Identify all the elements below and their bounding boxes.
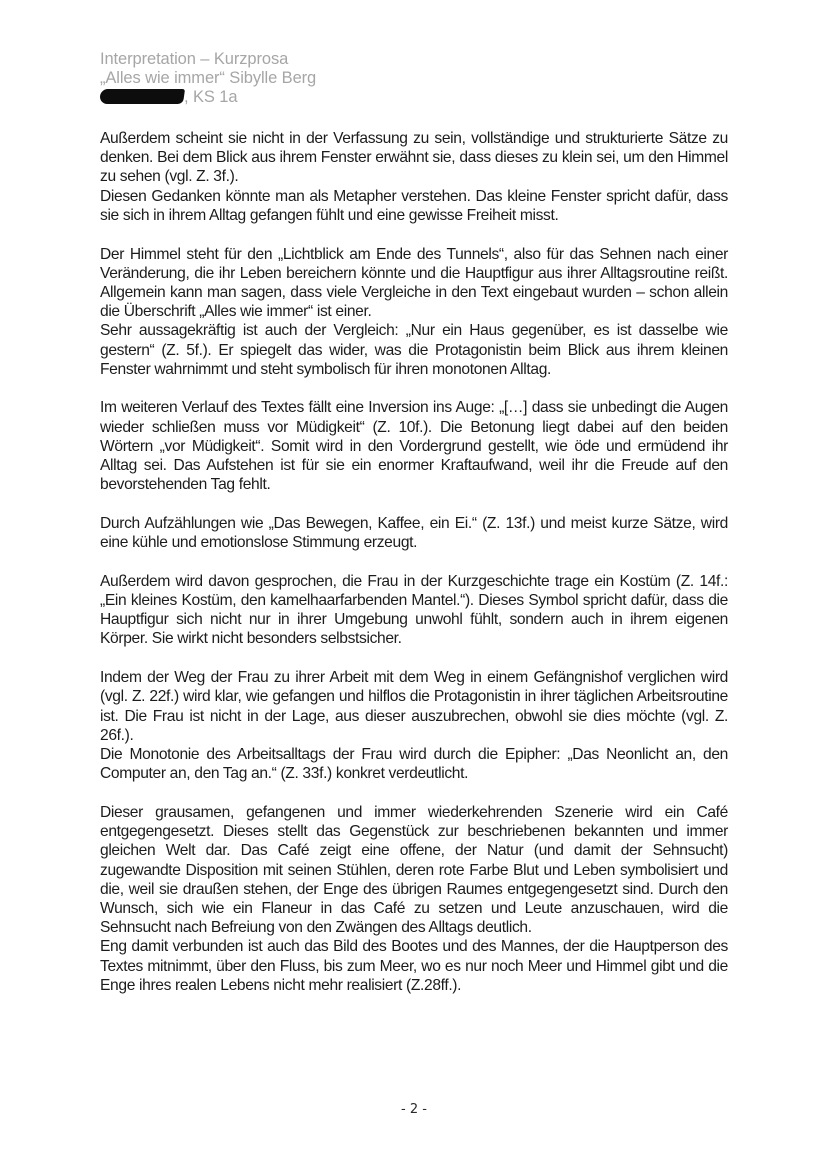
paragraph — [100, 245, 728, 379]
paragraph — [100, 129, 728, 225]
page-number: - 2 - — [401, 1102, 427, 1117]
paragraph-text: Außerdem scheint sie nicht in der Verfassung zu sein, vollständige und strukturierte Sätze zu denken. Bei dem Blick aus ihrem Fenster erwähnt sie, dass dieses zu klein sei, um den Himmel zu sehen (vgl. Z. 3f.). — [100, 130, 728, 186]
header-subject: Interpretation – Kurzprosa — [100, 50, 289, 68]
paragraph-text: Eng damit verbunden ist auch das Bild des Bootes und des Mannes, der die Hauptperson des Textes mitnimmt, über den Fluss, bis zum Meer, wo es nur noch Meer und Himmel gibt und die Enge ihres realen Lebens nicht mehr realisiert (Z.28ff.). — [100, 938, 728, 994]
paragraph — [100, 514, 728, 552]
paragraph-gap — [100, 649, 728, 669]
paragraph-text: Der Himmel steht für den „Lichtblick am Ende des Tunnels“, also für das Sehnen nach einer Veränderung, die ihr Leben bereichern könnte und die Hauptfigur aus ihrer Alltagsroutine reißt. Allgemein kann man sagen, dass viele Vergleiche in den Text eingebaut wurden – schon allein die Überschrift „Alles wie immer“ ist einer. — [100, 245, 728, 321]
redacted-name — [99, 89, 185, 104]
paragraph-gap — [100, 379, 728, 399]
header-student-class — [100, 88, 316, 107]
paragraph — [100, 572, 728, 649]
document-body — [100, 129, 728, 995]
paragraph-text: Indem der Weg der Frau zu ihrer Arbeit mit dem Weg in einem Gefängnishof verglichen wird (vgl. Z. 22f.) wird klar, wie gefangen und hilflos die Protagonistin in ihrer täglichen Arbeitsroutine ist. Die Frau ist nicht in der Lage, aus dieser auszubrechen, obwohl sie dies möchte (vgl. Z. 26f.). — [100, 669, 728, 744]
paragraph-gap — [100, 552, 728, 572]
paragraph — [100, 803, 728, 995]
document-header — [100, 50, 316, 107]
header-class: , KS 1a — [184, 88, 238, 106]
paragraph-gap — [100, 783, 728, 803]
paragraph — [100, 398, 728, 494]
paragraph-text: Die Monotonie des Arbeitsalltags der Frau wird durch die Epipher: „Das Neonlicht an, den Computer an, den Tag an.“ (Z. 33f.) konkret verdeutlicht. — [100, 745, 728, 783]
paragraph-text: Sehr aussagekräftig ist auch der Vergleich: „Nur ein Haus gegenüber, es ist dasselbe wie gestern“ (Z. 5f.). Er spiegelt das wider, was die Protagonistin beim Blick aus ihrem kleinen Fenster wahrnimmt und steht symbolisch für ihren monotonen Alltag. — [100, 322, 728, 378]
paragraph-text: Im weiteren Verlauf des Textes fällt eine Inversion ins Auge: „[…] dass sie unbedingt die Augen wieder schließen muss vor Müdigkeit“ (Z. 10f.). Die Betonung liegt dabei auf den beiden Wörtern „vor Müdigkeit“. Somit wird in den Vordergrund gestellt, wie öde und ermüdend ihr Alltag sei. Das Aufstehen ist für sie ein enormer Kraftaufwand, weil ihr die Freude auf den bevorstehenden Tag fehlt. — [100, 399, 728, 494]
header-title-author: „Alles wie immer“ Sibylle Berg — [100, 69, 317, 87]
paragraph-text: Außerdem wird davon gesprochen, die Frau in der Kurzgeschichte trage ein Kostüm (Z. 14f.: „Ein kleines Kostüm, den kamelhaarfarbenden Mantel.“). Dieses Symbol spricht dafür, dass die Hauptfigur sich nicht nur in ihrer Umgebung unwohl fühlt, sondern auch in ihrem eigenen Körper. Sie wirkt nicht besonders selbstsicher. — [100, 572, 728, 648]
paragraph-text: Dieser grausamen, gefangenen und immer wiederkehrenden Szenerie wird ein Café entgegengesetzt. Dieses stellt das Gegenstück zur beschriebenen bekannten und immer gleichen Welt dar. Das Café zeigt eine offene, der Natur (und damit der Sehnsucht) zugewandte Disposition mit seinen Stühlen, deren rote Farbe Blut und Leben symbolisiert und die, weil sie draußen stehen, der Enge des übrigen Raumes entgegengesetzt sind. Durch den Wunsch, sich wie ein Flaneur in das Café zu setzen und Leute anzuschauen, wird die Sehnsucht nach Befreiung von den Zwängen des Alltags deutlich. — [100, 803, 728, 937]
paragraph — [100, 668, 728, 783]
paragraph-text: Diesen Gedanken könnte man als Metapher verstehen. Das kleine Fenster spricht dafür, dass sie sich in ihrem Alltag gefangen fühlt und eine gewisse Freiheit misst. — [100, 187, 728, 224]
paragraph-text: Durch Aufzählungen wie „Das Bewegen, Kaffee, ein Ei.“ (Z. 13f.) und meist kurze Sätze, wird eine kühle und emotionslose Stimmung erzeugt. — [100, 514, 728, 552]
paragraph-gap — [100, 225, 728, 245]
paragraph-gap — [100, 494, 728, 514]
